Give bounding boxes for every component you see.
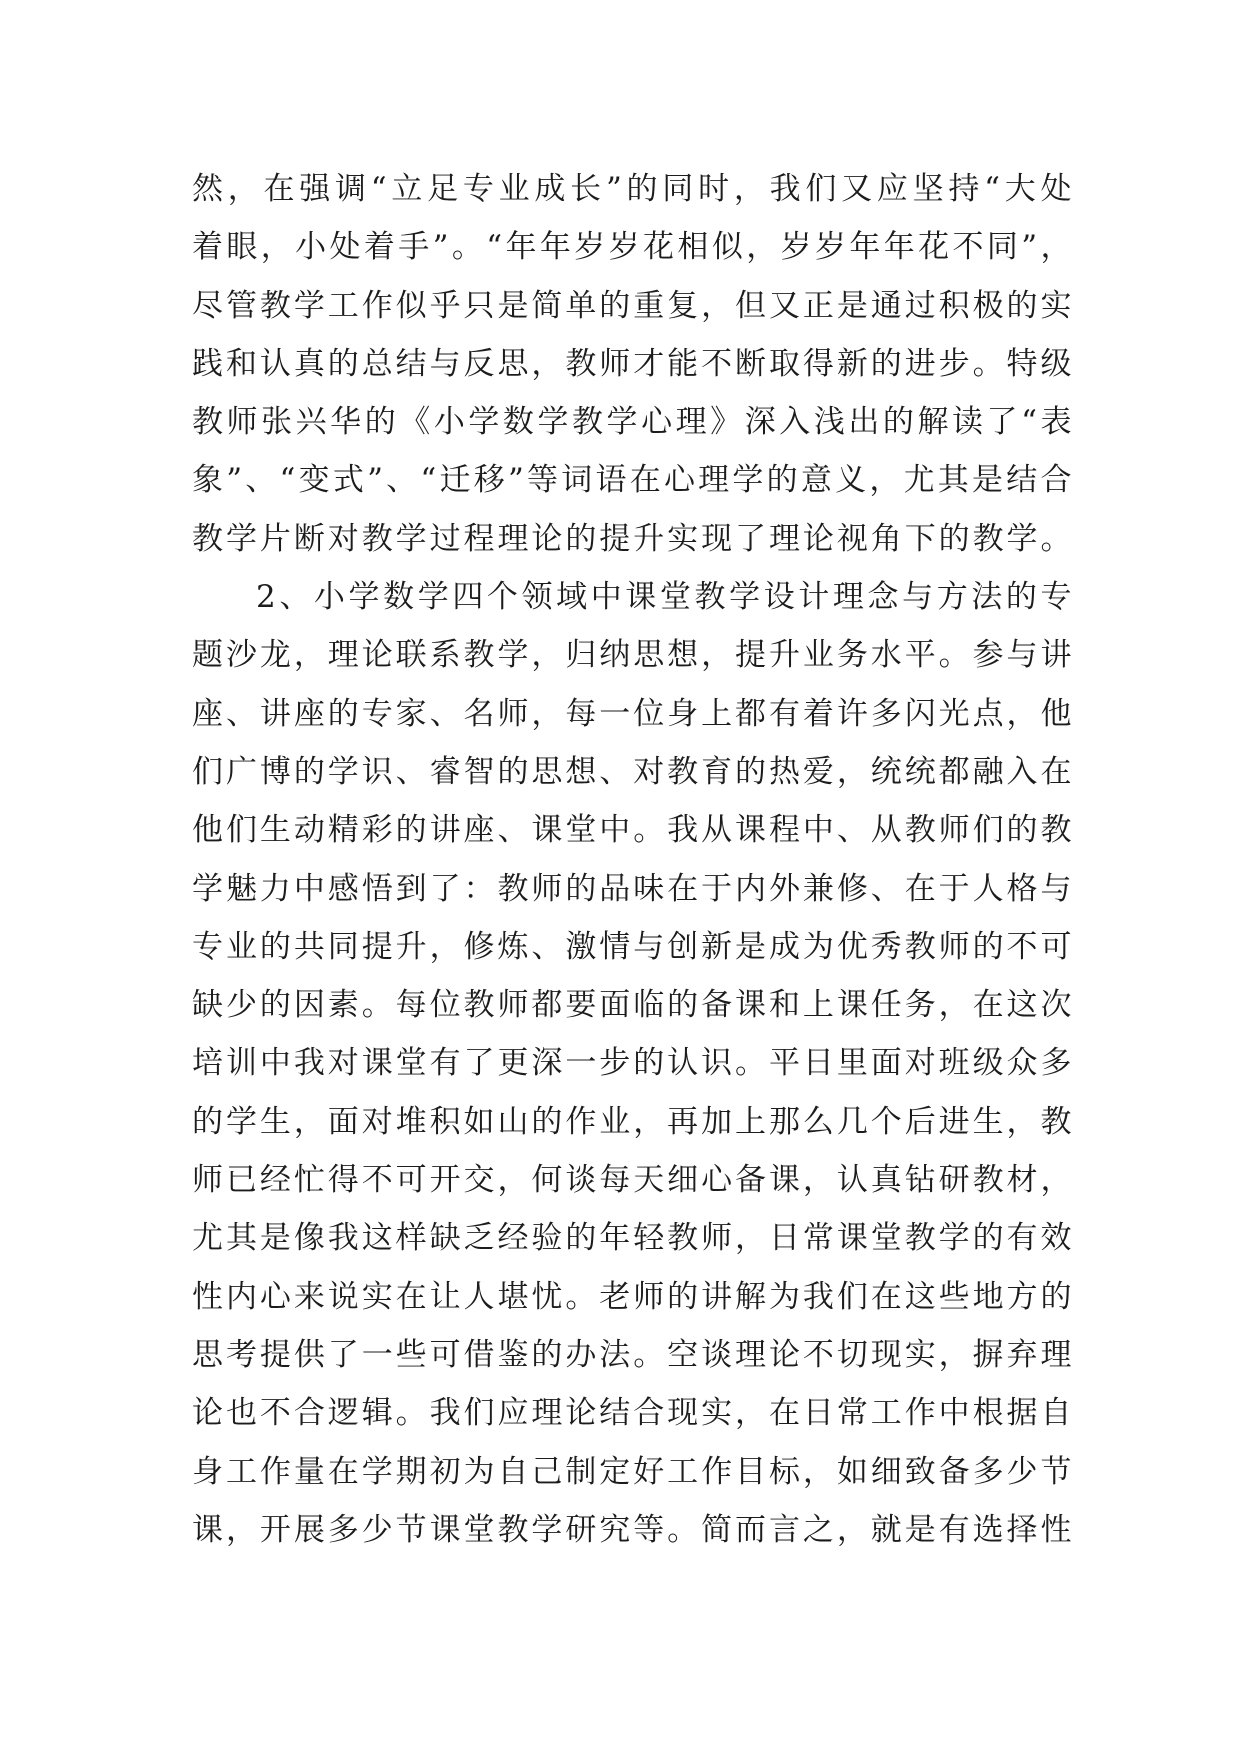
text-line: 们广博的学识、睿智的思想、对教育的热爱，统统都融入在 <box>192 753 1072 790</box>
text-line: 教学片断对教学过程理论的提升实现了理论视角下的教学。 <box>192 520 1072 557</box>
text-line: 着眼，小处着手”。“年年岁岁花相似，岁岁年年花不同”， <box>192 229 1072 266</box>
text-line: 培训中我对课堂有了更深一步的认识。平日里面对班级众多 <box>192 1045 1072 1082</box>
text-line: 尤其是像我这样缺乏经验的年轻教师，日常课堂教学的有效 <box>192 1220 1072 1257</box>
text-line: 题沙龙，理论联系教学，归纳思想，提升业务水平。参与讲 <box>192 637 1072 674</box>
text-line: 身工作量在学期初为自己制定好工作目标，如细致备多少节 <box>192 1453 1072 1490</box>
text-line: 教师张兴华的《小学数学教学心理》深入浅出的解读了“表 <box>192 404 1072 441</box>
text-line: 的学生，面对堆积如山的作业，再加上那么几个后进生，教 <box>192 1103 1072 1140</box>
text-line: 象”、“变式”、“迁移”等词语在心理学的意义，尤其是结合 <box>192 462 1072 499</box>
text-line: 学魅力中感悟到了：教师的品味在于内外兼修、在于人格与 <box>192 870 1072 907</box>
text-line: 论也不合逻辑。我们应理论结合现实，在日常工作中根据自 <box>192 1395 1072 1432</box>
text-line: 他们生动精彩的讲座、课堂中。我从课程中、从教师们的教 <box>192 812 1072 849</box>
text-line: 思考提供了一些可借鉴的办法。空谈理论不切现实，摒弃理 <box>192 1336 1072 1373</box>
text-line: 座、讲座的专家、名师，每一位身上都有着许多闪光点，他 <box>192 695 1072 732</box>
text-line: 性内心来说实在让人堪忧。老师的讲解为我们在这些地方的 <box>192 1278 1072 1315</box>
text-line: 然，在强调“立足专业成长”的同时，我们又应坚持“大处 <box>192 171 1072 207</box>
text-line: 师已经忙得不可开交，何谈每天细心备课，认真钻研教材， <box>192 1162 1072 1199</box>
body-text <box>192 160 1072 1559</box>
text-line: 尽管教学工作似乎只是简单的重复，但又正是通过积极的实 <box>192 287 1072 324</box>
text-line: 课，开展多少节课堂教学研究等。简而言之，就是有选择性 <box>192 1511 1072 1548</box>
paragraph-start-line: 2、小学数学四个领域中课堂教学设计理念与方法的专 <box>256 579 1072 616</box>
text-line: 专业的共同提升，修炼、激情与创新是成为优秀教师的不可 <box>192 928 1072 965</box>
text-line: 践和认真的总结与反思，教师才能不断取得新的进步。特级 <box>192 345 1072 382</box>
text-line: 缺少的因素。每位教师都要面临的备课和上课任务，在这次 <box>192 987 1072 1024</box>
